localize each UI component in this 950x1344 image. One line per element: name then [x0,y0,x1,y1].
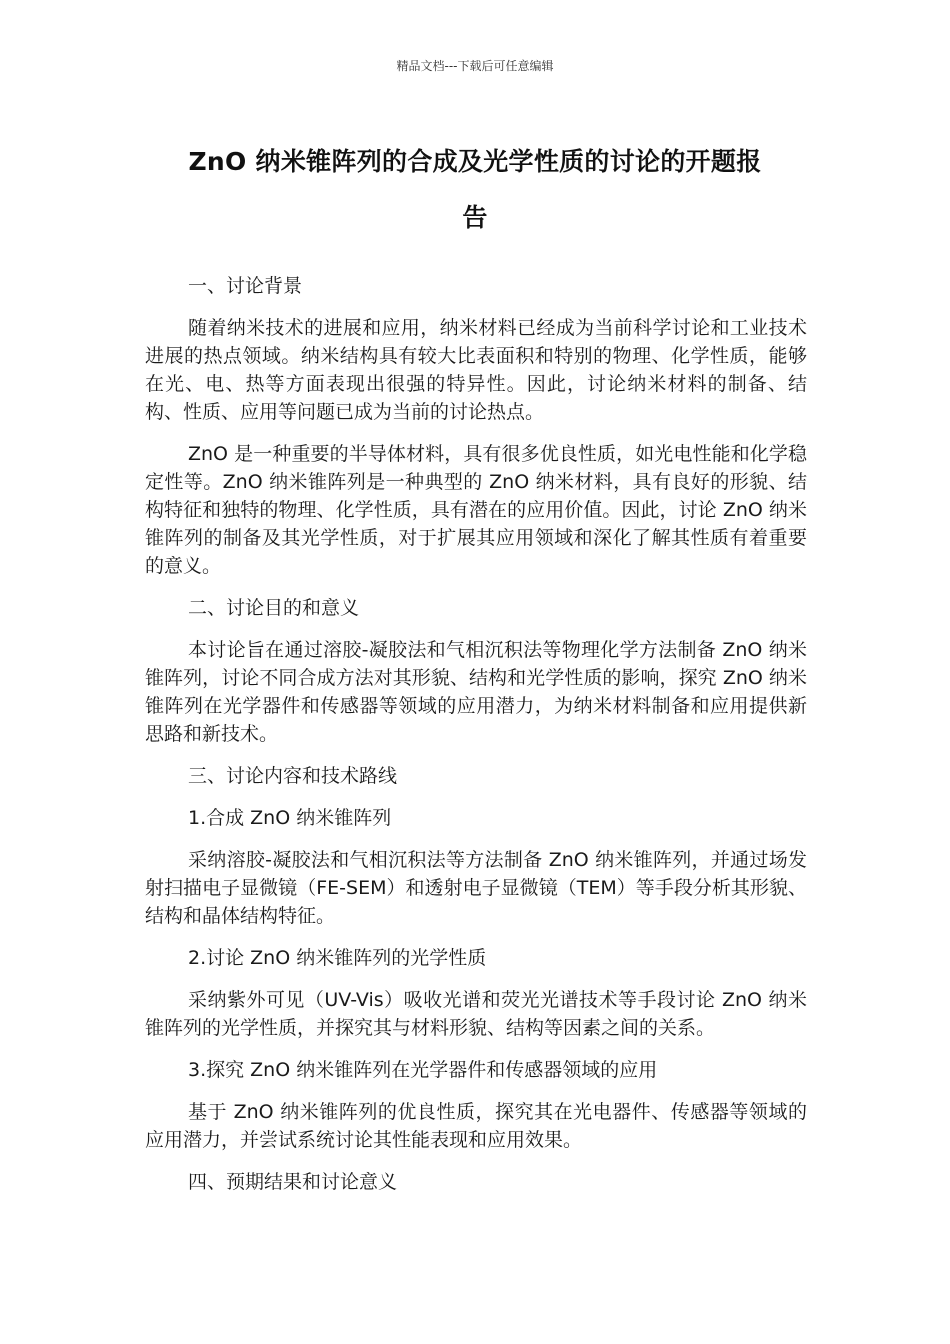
paragraph-purpose: 本讨论旨在通过溶胶-凝胶法和气相沉积法等物理化学方法制备 ZnO 纳米锥阵列，讨论不同合成方法对其形貌、结构和光学性质的影响，探究 ZnO 纳米锥阵列在光学器件和传感器等领域的应用潜力，为纳米材料制备和应用提供新思路和新技术。 [145,639,807,745]
paragraph-background-2: ZnO 是一种重要的半导体材料，具有很多优良性质，如光电性能和化学稳定性等。ZnO 纳米锥阵列是一种典型的 ZnO 纳米材料，具有良好的形貌、结构特征和独特的物理、化学性质，具有潜在的应用价值。因此，讨论 ZnO 纳米锥阵列的制备及其光学性质，对于扩展其应用领域和深化了解其性质有着重要的意义。 [145,443,807,577]
paragraph-applications: 基于 ZnO 纳米锥阵列的优良性质，探究其在光电器件、传感器等领域的应用潜力，并尝试系统讨论其性能表现和应用效果。 [145,1101,807,1151]
section-heading-background: 一、讨论背景 [188,275,303,297]
paragraph-synthesis: 采纳溶胶-凝胶法和气相沉积法等方法制备 ZnO 纳米锥阵列，并通过场发射扫描电子显微镜（FE-SEM）和透射电子显微镜（TEM）等手段分析其形貌、结构和晶体结构特征。 [145,849,807,927]
subheading-applications: 3.探究 ZnO 纳米锥阵列在光学器件和传感器领域的应用 [188,1059,658,1081]
paragraph-optical-properties: 采纳紫外可见（UV-Vis）吸收光谱和荧光光谱技术等手段讨论 ZnO 纳米锥阵列的光学性质，并探究其与材料形貌、结构等因素之间的关系。 [145,989,807,1039]
section-heading-methods: 三、讨论内容和技术路线 [188,765,398,787]
document-title [140,134,810,246]
subheading-optical-properties: 2.讨论 ZnO 纳米锥阵列的光学性质 [188,947,487,969]
subheading-synthesis: 1.合成 ZnO 纳米锥阵列 [188,807,392,829]
title-line-2: 告 [462,203,488,232]
document-body [145,272,807,1210]
section-heading-expected-results: 四、预期结果和讨论意义 [188,1171,398,1193]
section-heading-purpose: 二、讨论目的和意义 [188,597,360,619]
page-header-note: 精品文档---下载后可任意编辑 [396,59,554,73]
paragraph-background-1: 随着纳米技术的进展和应用，纳米材料已经成为当前科学讨论和工业技术进展的热点领域。纳米结构具有较大比表面积和特别的物理、化学性质，能够在光、电、热等方面表现出很强的特异性。因此，讨论纳米材料的制备、结构、性质、应用等问题已成为当前的讨论热点。 [145,317,807,423]
title-line-1: ZnO 纳米锥阵列的合成及光学性质的讨论的开题报 [188,147,762,176]
